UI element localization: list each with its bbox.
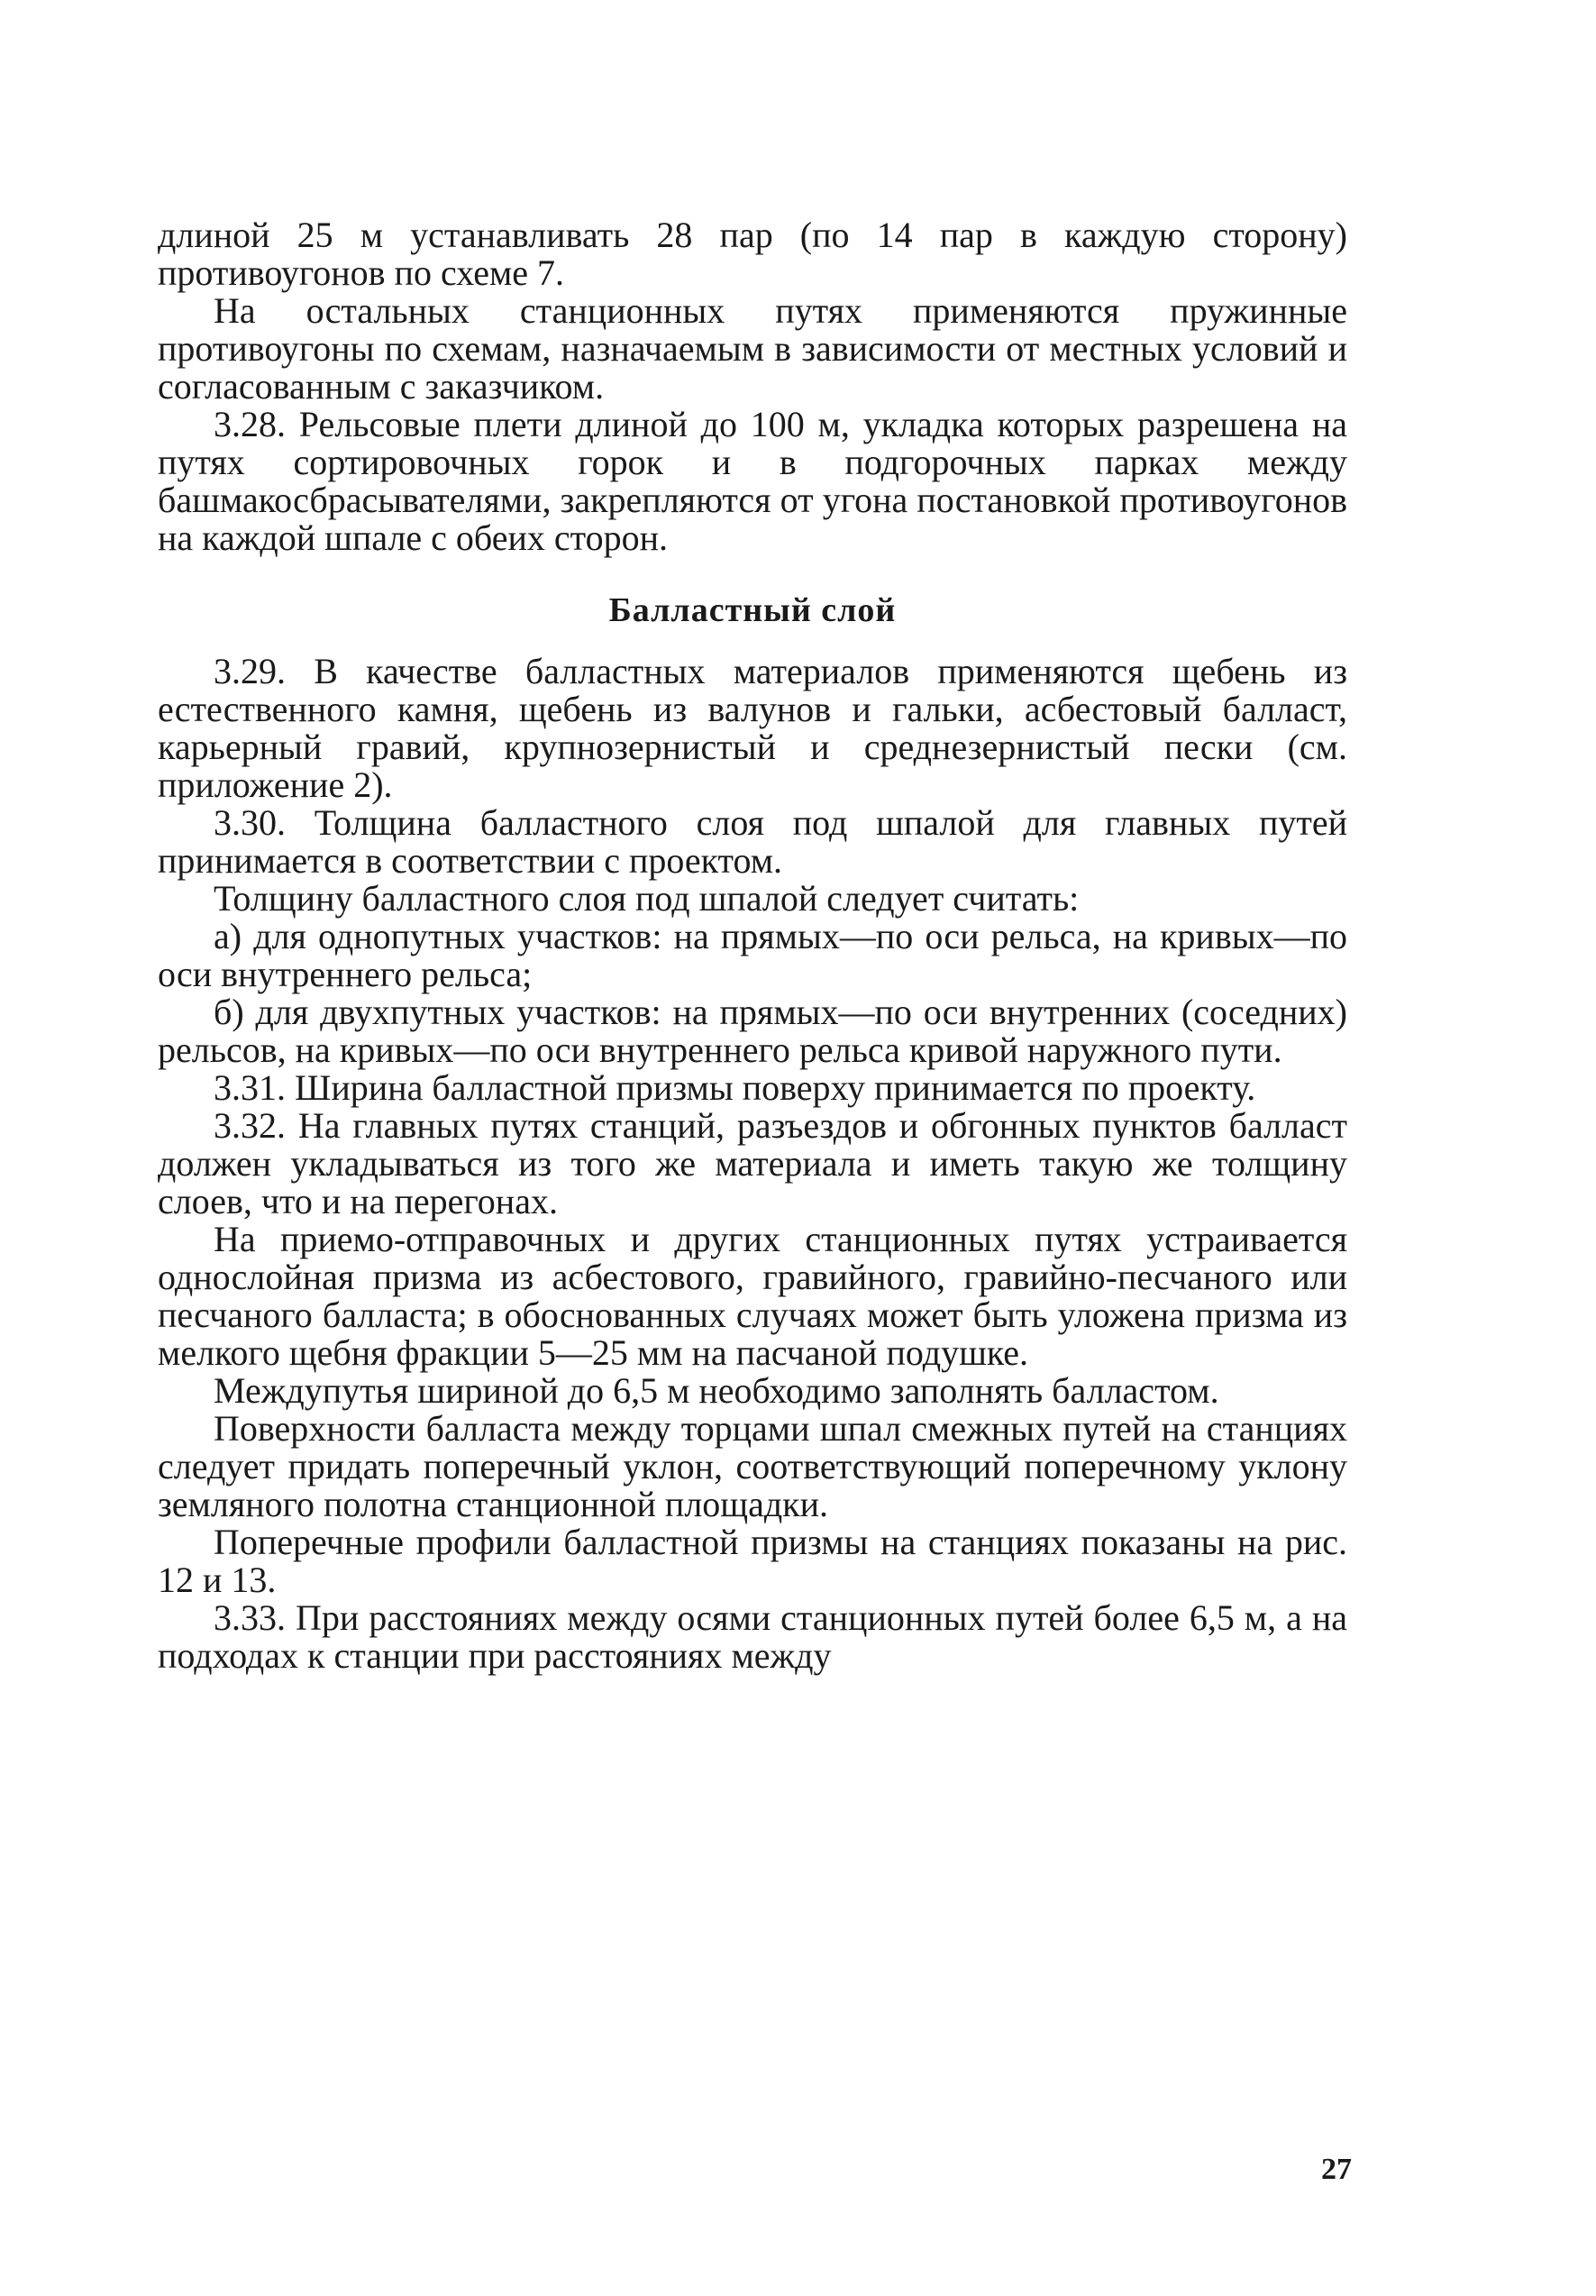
document-page	[158, 216, 1347, 1675]
paragraph-3-32: 3.32. На главных путях станций, разъездов и обгонных пунктов балласт должен укладываться из того же материала и иметь такую же толщину слоев, что и на перегонах.	[158, 1105, 1347, 1221]
paragraph-station-tracks: На приемо-отправочных и других станционных путях устраивается однослойная призма из асбестового, гравийного, гравийно-песчаного или песчаного балласта; в обоснованных случаях может быть уложена призма из мелкого щебня фракции 5—25 мм на пасчаной подушке.	[158, 1219, 1347, 1373]
paragraph-3-31: 3.31. Ширина балластной призмы поверху принимается по проекту.	[214, 1067, 1256, 1108]
paragraph-3-29: 3.29. В качестве балластных материалов применяются щебень из естественного камня, щебень из валунов и гальки, асбестовый балласт, карьерный гравий, крупнозернистый и среднезернистый пески (см. приложение 2).	[158, 651, 1347, 805]
section-heading: Балластный слой	[608, 591, 897, 629]
paragraph-3-30: 3.30. Толщина балластного слоя под шпалой для главных путей принимается в соответствии с проектом.	[158, 802, 1347, 881]
paragraph-3-33: 3.33. При расстояниях между осями станционных путей более 6,5 м, а на подходах к станции при расстояниях между	[158, 1597, 1347, 1676]
paragraph-interspace: Междупутья шириной до 6,5 м необходимо заполнять балластом.	[214, 1370, 1219, 1411]
paragraph-profiles: Поперечные профили балластной призмы на станциях показаны на рис. 12 и 13.	[158, 1522, 1347, 1600]
paragraph-thickness-intro: Толщину балластного слоя под шпалой следует считать:	[214, 878, 1080, 919]
paragraph-spring-anchors: На остальных станционных путях применяются пружинные противоугоны по схемам, назначаемым в зависимости от местных условий и согласованным с заказчиком.	[158, 290, 1347, 407]
page-number: 27	[1321, 2153, 1352, 2186]
paragraph-continuation: длиной 25 м устанавливать 28 пар (по 14 пар в каждую сторону) противоугонов по схеме 7.	[158, 215, 1347, 293]
paragraph-item-a: а) для однопутных участков: на прямых—по оси рельса, на кривых—по оси внутреннего рельса;	[158, 916, 1347, 994]
paragraph-3-28: 3.28. Рельсовые плети длиной до 100 м, укладка которых разрешена на путях сортировочных горок и в подгорочных парках между башмакосбрасывателями, закрепляются от угона постановкой противоугонов на каждой шпале с обеих сторон.	[158, 404, 1347, 558]
paragraph-ballast-slope: Поверхности балласта между торцами шпал смежных путей на станциях следует придать поперечный уклон, соответствующий поперечному уклону земляного полотна станционной площадки.	[158, 1408, 1347, 1524]
paragraph-item-b: б) для двухпутных участков: на прямых—по оси внутренних (соседних) рельсов, на кривых—по оси внутреннего рельса кривой наружного пути.	[158, 992, 1347, 1070]
